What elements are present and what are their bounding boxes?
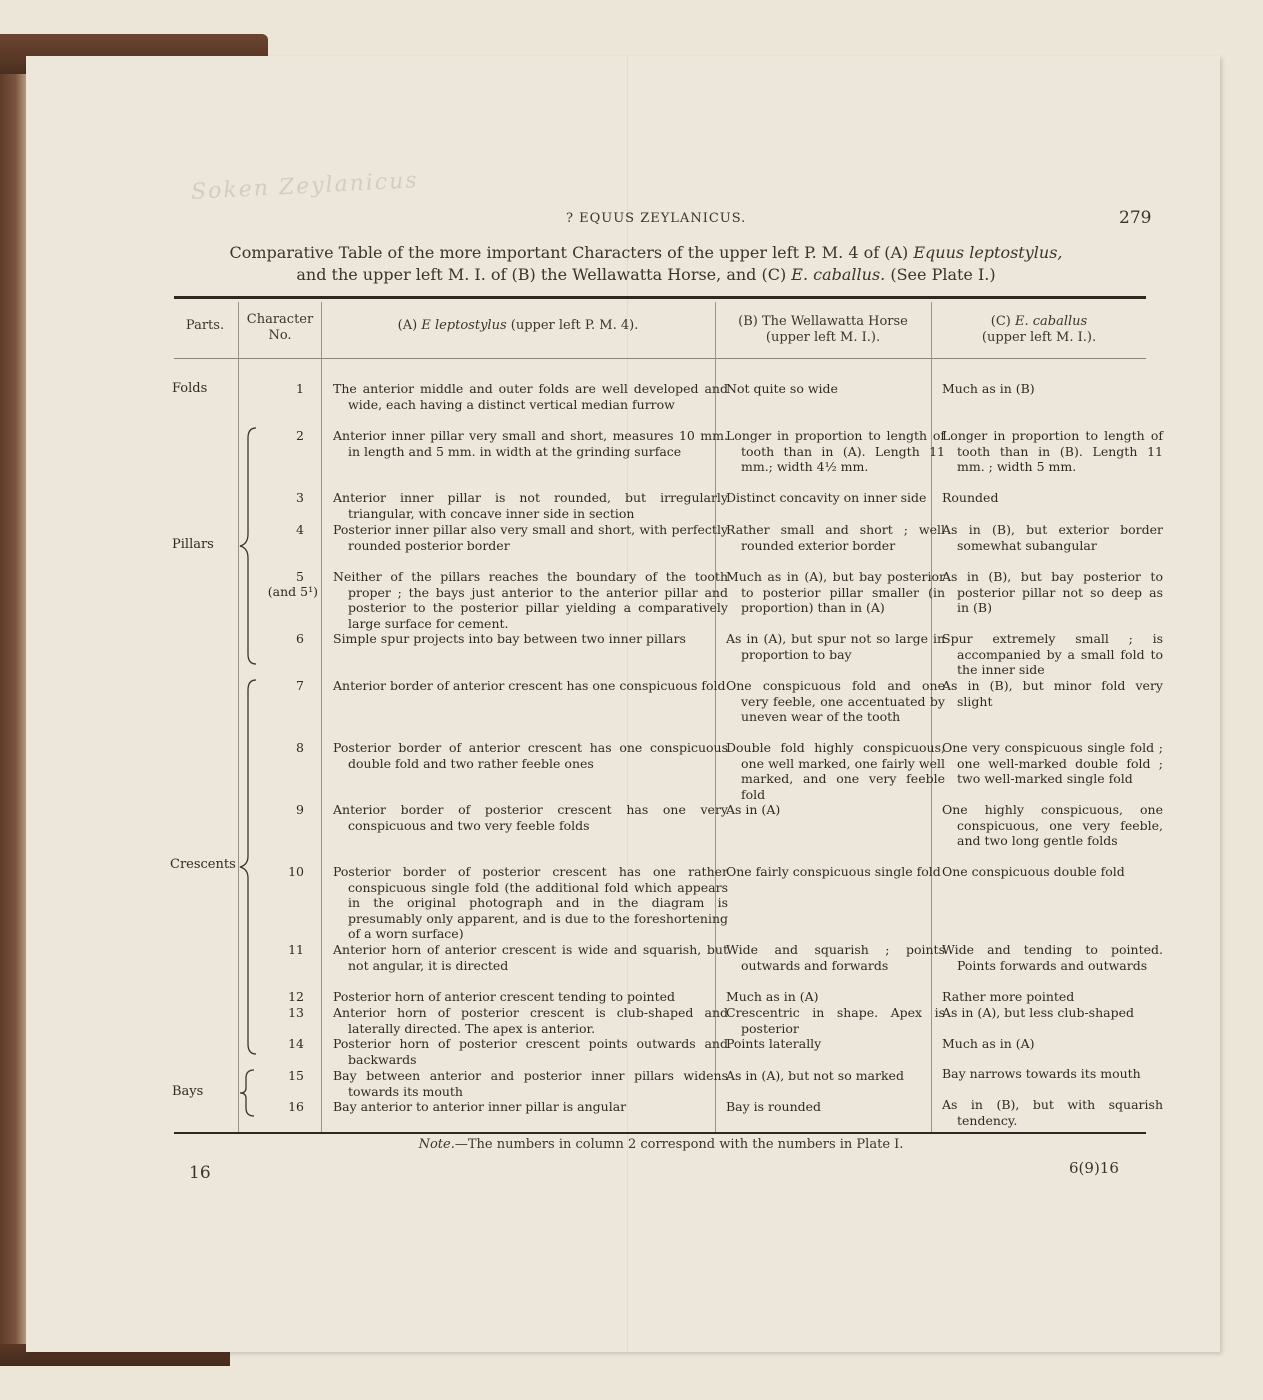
row-9-col-b: As in (A)	[726, 802, 781, 817]
character-number: 3	[296, 490, 304, 505]
row-5-col-a: Neither of the pillars reaches the boundary of the tooth proper ; the bays just anterior to the anterior pillar and posterior to the posterior pillar yielding a comparatively large surface for cement.	[333, 569, 728, 631]
character-number: 8	[296, 740, 304, 755]
book-cover-edge	[0, 50, 26, 1360]
row-9-col-a: Anterior border of posterior crescent has one very conspicuous and two very feeble folds	[333, 802, 728, 833]
row-4-col-b: Rather small and short ; well rounded exterior border	[726, 522, 945, 553]
group-bays: Bays	[172, 1084, 204, 1099]
crescents-brace	[236, 678, 258, 1056]
pillars-brace	[236, 426, 258, 666]
row-7-col-c: As in (B), but minor fold very slight	[942, 678, 1163, 709]
row-1-col-c: Much as in (B)	[942, 381, 1035, 396]
row-10-col-b: One fairly conspicuous single fold	[726, 864, 941, 879]
row-1-col-b: Not quite so wide	[726, 381, 838, 396]
header-text: (upper left M. I.).	[765, 330, 881, 345]
running-head: ? EQUUS ZEYLANICUS.	[566, 211, 747, 226]
pencil-annotation: Soken Zeylanicus	[190, 168, 420, 205]
header-parts: Parts.	[185, 318, 225, 333]
header-species: E. caballus	[1015, 314, 1088, 329]
row-12-col-c: Rather more pointed	[942, 989, 1075, 1004]
header-text: No.	[268, 328, 292, 343]
caption-text: and the upper left M. I. of (B) the Wellawatta Horse, and (C)	[296, 265, 792, 284]
row-8-col-b: Double fold highly conspicuous, one well marked, one fairly well marked, and one very feeble fold	[726, 740, 945, 802]
row-2-col-a: Anterior inner pillar very small and short, measures 10 mm. in length and 5 mm. in width at the grinding surface	[333, 428, 728, 459]
row-2-col-b: Longer in proportion to length of tooth than in (A). Length 11 mm.; width 4½ mm.	[726, 428, 945, 474]
character-number: 2	[296, 428, 304, 443]
row-6-col-a: Simple spur projects into bay between two inner pillars	[333, 631, 686, 646]
row-13-col-c: As in (A), but less club-shaped	[942, 1005, 1135, 1020]
bays-brace	[236, 1068, 258, 1118]
header-text: Character	[246, 312, 314, 327]
row-4-col-c: As in (B), but exterior border somewhat subangular	[942, 522, 1163, 553]
character-number: 1	[296, 381, 304, 396]
row-6-col-c: Spur extremely small ; is accompanied by a small fold to the inner side	[942, 631, 1163, 677]
row-14-col-a: Posterior horn of posterior crescent points outwards and backwards	[333, 1036, 728, 1067]
table-note	[176, 1137, 1146, 1152]
column-divider	[321, 302, 322, 1132]
header-text: (A)	[397, 318, 422, 333]
signature-mark: 16	[189, 1163, 211, 1183]
header-text: (B) The Wellawatta Horse	[738, 314, 908, 329]
header-character-no	[240, 312, 320, 344]
row-3-col-c: Rounded	[942, 490, 999, 505]
table-top-rule	[174, 296, 1146, 299]
row-3-col-b: Distinct concavity on inner side	[726, 490, 927, 505]
table-caption	[206, 242, 1086, 286]
row-16-col-a: Bay anterior to anterior inner pillar is angular	[333, 1099, 627, 1114]
page-number: 279	[1119, 208, 1152, 228]
header-species: E leptostylus	[421, 318, 507, 333]
character-number: 15	[288, 1068, 304, 1083]
character-number-alt: (and 5¹)	[267, 584, 318, 599]
row-8-col-c: One very conspicuous single fold ; one well-marked double fold ; two well-marked single fold	[942, 740, 1163, 786]
row-13-col-b: Crescentric in shape. Apex is posterior	[726, 1005, 945, 1036]
row-13-col-a: Anterior horn of posterior crescent is club-shaped and laterally directed. The apex is anterior.	[333, 1005, 728, 1036]
row-2-col-c: Longer in proportion to length of tooth than in (B). Length 11 mm. ; width 5 mm.	[942, 428, 1163, 474]
row-14-col-c: Much as in (A)	[942, 1036, 1035, 1051]
row-11-col-b: Wide and squarish ; points outwards and forwards	[726, 942, 945, 973]
group-crescents: Crescents	[170, 857, 236, 872]
header-text: (upper left P. M. 4).	[506, 318, 639, 333]
book-page	[26, 56, 1220, 1352]
group-pillars: Pillars	[172, 537, 214, 552]
header-text: (upper left M. I.).	[981, 330, 1097, 345]
row-1-col-a: The anterior middle and outer folds are well developed and wide, each having a distinct vertical median furrow	[333, 381, 728, 412]
character-number: 11	[288, 942, 304, 957]
row-5-col-b: Much as in (A), but bay posterior to posterior pillar smaller (in proportion) than in (A)	[726, 569, 945, 615]
character-number: 12	[288, 989, 304, 1004]
caption-text: Comparative Table of the more important Characters of the upper left P. M. 4 of (A)	[229, 243, 914, 262]
header-rule	[174, 358, 1146, 359]
character-number: 6	[296, 631, 304, 646]
caption-species-a: Equus leptostylus,	[913, 243, 1063, 262]
character-number: 13	[288, 1005, 304, 1020]
row-6-col-b: As in (A), but spur not so large in proportion to bay	[726, 631, 945, 662]
row-11-col-c: Wide and tending to pointed. Points forwards and outwards	[942, 942, 1163, 973]
row-10-col-a: Posterior border of posterior crescent has one rather conspicuous single fold (the additional fold which appears in the original photograph and in the diagram is presumably only apparent, and is due to the foreshortening of a worn surface)	[333, 864, 728, 941]
row-16-col-b: Bay is rounded	[726, 1099, 822, 1114]
row-15-col-c: Bay narrows towards its mouth	[942, 1066, 1141, 1081]
header-text: (C)	[990, 314, 1015, 329]
row-15-col-a: Bay between anterior and posterior inner pillars widens towards its mouth	[333, 1068, 728, 1099]
row-11-col-a: Anterior horn of anterior crescent is wide and squarish, but not angular, it is directed	[333, 942, 728, 973]
character-number: 9	[296, 802, 304, 817]
row-7-col-b: One conspicuous fold and one very feeble, one accentuated by uneven wear of the tooth	[726, 678, 945, 724]
print-code: 6(9)16	[1069, 1159, 1119, 1177]
row-10-col-c: One conspicuous double fold	[942, 864, 1125, 879]
note-label: Note.	[418, 1137, 455, 1152]
row-14-col-b: Points laterally	[726, 1036, 822, 1051]
header-col-c	[933, 314, 1145, 346]
row-12-col-a: Posterior horn of anterior crescent tending to pointed	[333, 989, 676, 1004]
character-number: 14	[288, 1036, 304, 1051]
note-text: —The numbers in column 2 correspond with the numbers in Plate I.	[454, 1137, 904, 1152]
row-8-col-a: Posterior border of anterior crescent has one conspicuous double fold and two rather feeble ones	[333, 740, 728, 771]
caption-text: (See Plate I.)	[885, 265, 996, 284]
row-5-col-c: As in (B), but bay posterior to posterior pillar not so deep as in (B)	[942, 569, 1163, 615]
character-number: 16	[288, 1099, 304, 1114]
row-15-col-b: As in (A), but not so marked	[726, 1068, 904, 1083]
character-number: 7	[296, 678, 304, 693]
character-number: 4	[296, 522, 304, 537]
row-7-col-a: Anterior border of anterior crescent has one conspicuous fold	[333, 678, 726, 693]
row-9-col-c: One highly conspicuous, one conspicuous, one very feeble, and two long gentle folds	[942, 802, 1163, 848]
row-4-col-a: Posterior inner pillar also very small and short, with perfectly rounded posterior border	[333, 522, 728, 553]
row-12-col-b: Much as in (A)	[726, 989, 819, 1004]
caption-species-c: E. caballus.	[791, 265, 886, 284]
table-bottom-rule	[174, 1132, 1146, 1134]
header-col-b	[717, 314, 929, 346]
row-16-col-c: As in (B), but with squarish tendency.	[942, 1097, 1163, 1128]
character-number: 5	[296, 569, 304, 584]
header-col-a	[323, 318, 713, 334]
character-number: 10	[288, 864, 304, 879]
row-3-col-a: Anterior inner pillar is not rounded, but irregularly triangular, with concave inner side in section	[333, 490, 728, 521]
group-folds: Folds	[172, 381, 208, 396]
